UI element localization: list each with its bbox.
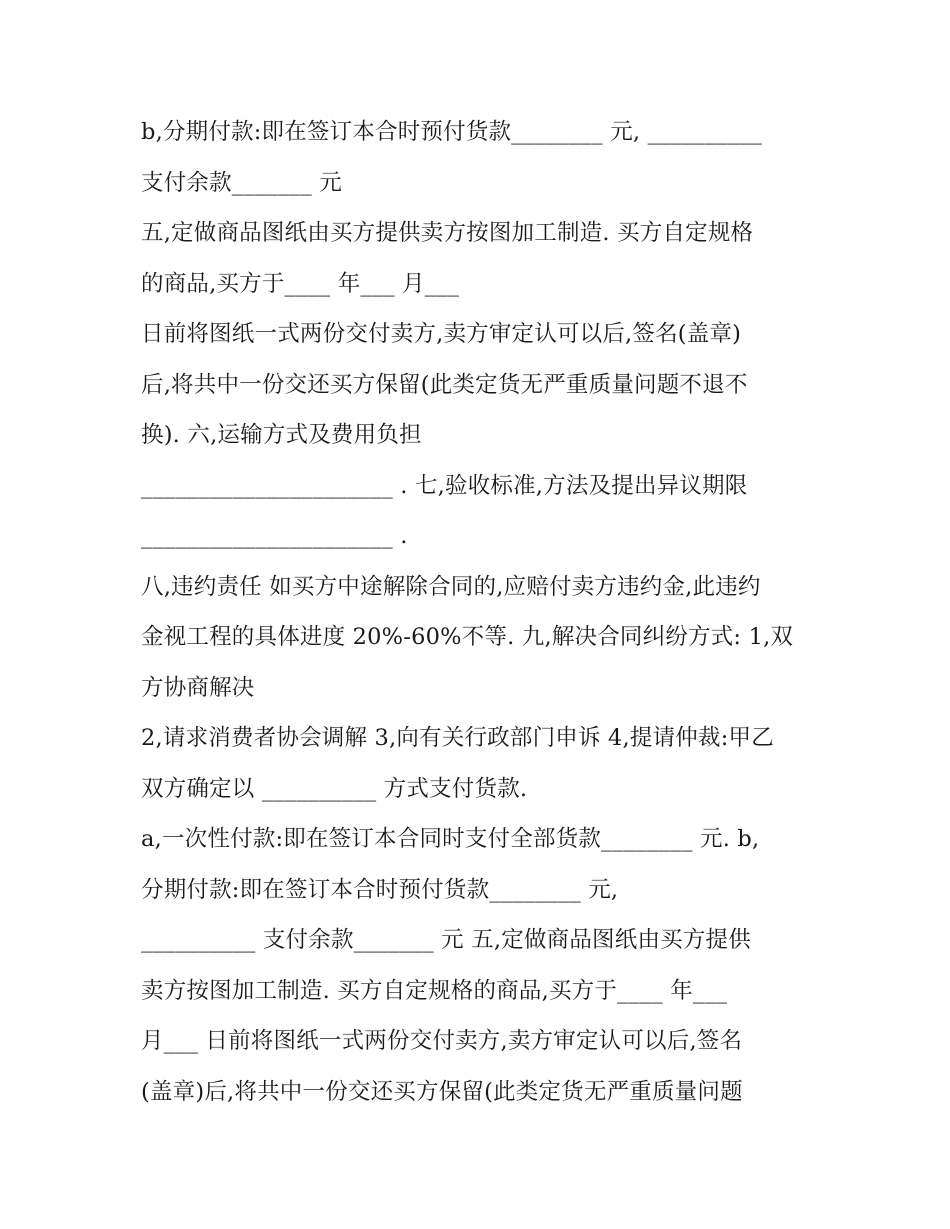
text-line: 双方确定以 __________ 方式支付货款. bbox=[141, 775, 528, 802]
text-line: 月___ 日前将图纸一式两份交付卖方,卖方审定认可以后,签名 bbox=[141, 1028, 743, 1054]
text-line: 分期付款:即在签订本合时预付货款________ 元, bbox=[141, 876, 619, 903]
text-line: 换). 六,运输方式及费用负担 bbox=[141, 422, 422, 448]
text-line: 2,请求消费者协会调解 3,向有关行政部门申诉 4,提请仲裁:甲乙 bbox=[141, 725, 774, 751]
text-line: 后,将共中一份交还买方保留(此类定货无严重质量问题不退不 bbox=[141, 371, 748, 398]
text-line: 支付余款_______ 元 bbox=[141, 169, 343, 196]
text-line: 卖方按图加工制造. 买方自定规格的商品,买方于____ 年___ bbox=[141, 977, 728, 1004]
text-line: (盖章)后,将共中一份交还买方保留(此类定货无严重质量问题 bbox=[141, 1078, 743, 1105]
text-line: a,一次性付款:即在签订本合同时支付全部货款________ 元. b, bbox=[141, 826, 760, 852]
text-line: 金视工程的具体进度 20%-60%不等. 九,解决合同纠纷方式: 1,双 bbox=[141, 624, 794, 650]
text-line: 的商品,买方于____ 年___ 月___ bbox=[141, 270, 460, 297]
text-line: 五,定做商品图纸由买方提供卖方按图加工制造. 买方自定规格 bbox=[141, 220, 754, 246]
text-line: ______________________ . 七,验收标准,方法及提出异议期限 bbox=[141, 472, 748, 499]
text-line: __________ 支付余款_______ 元 五,定做商品图纸由买方提供 bbox=[141, 927, 751, 953]
document-body bbox=[141, 107, 821, 1117]
text-line: ______________________ . bbox=[141, 523, 408, 549]
text-line: 方协商解决 bbox=[141, 674, 255, 701]
text-line: b,分期付款:即在签订本合时预付货款________ 元, __________ bbox=[141, 119, 763, 145]
text-line: 八,违约责任 如买方中途解除合同的,应赔付卖方违约金,此违约 bbox=[141, 573, 761, 600]
text-line: 日前将图纸一式两份交付卖方,卖方审定认可以后,签名(盖章) bbox=[141, 321, 742, 347]
